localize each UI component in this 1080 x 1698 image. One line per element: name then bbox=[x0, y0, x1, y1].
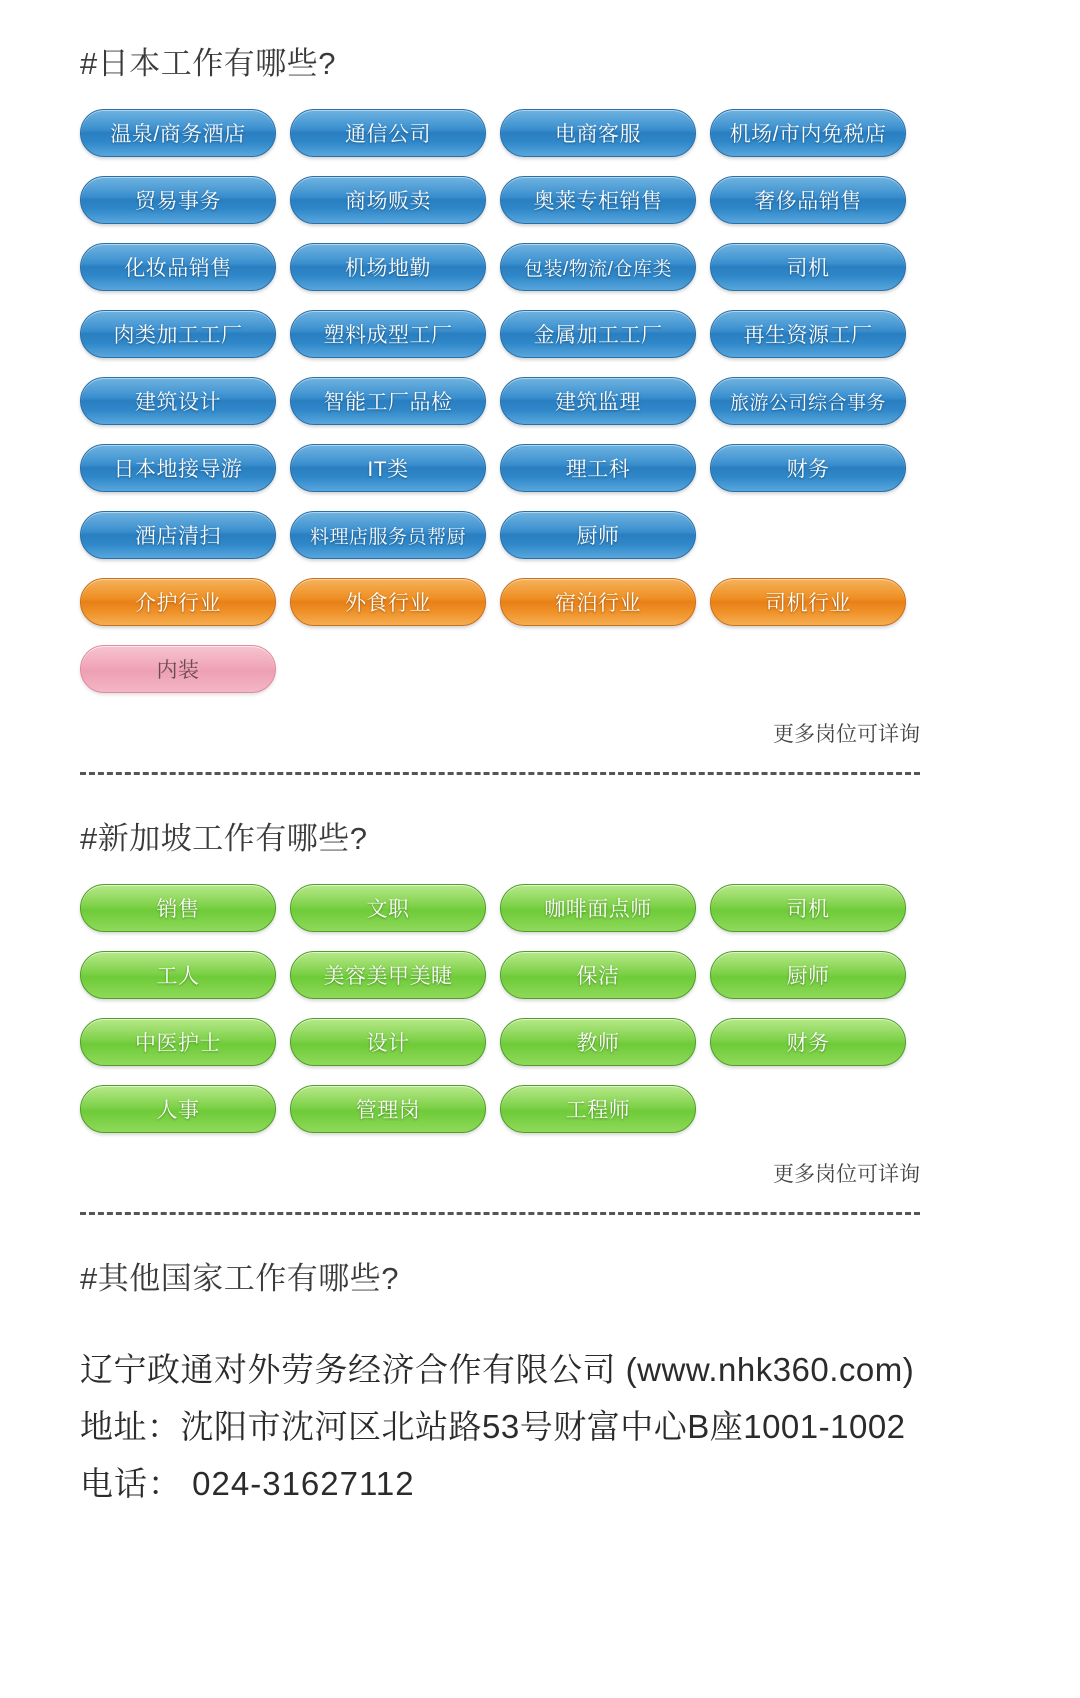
job-tag[interactable]: 工程师 bbox=[500, 1085, 696, 1133]
job-tag[interactable]: 厨师 bbox=[710, 951, 906, 999]
job-tag[interactable]: 保洁 bbox=[500, 951, 696, 999]
job-tag[interactable]: 智能工厂品检 bbox=[290, 377, 486, 425]
job-tag[interactable]: 料理店服务员帮厨 bbox=[290, 511, 486, 559]
job-tag[interactable]: 奥莱专柜销售 bbox=[500, 176, 696, 224]
job-tag[interactable]: 文职 bbox=[290, 884, 486, 932]
company-name: 辽宁政通对外劳务经济合作有限公司 (www.nhk360.com) bbox=[80, 1351, 915, 1388]
job-tag[interactable]: 人事 bbox=[80, 1085, 276, 1133]
job-tag[interactable]: 介护行业 bbox=[80, 578, 276, 626]
job-tag[interactable]: 旅游公司综合事务 bbox=[710, 377, 906, 425]
job-tag[interactable]: 肉类加工工厂 bbox=[80, 310, 276, 358]
contact-footer bbox=[80, 1324, 1000, 1512]
job-tag[interactable]: 司机行业 bbox=[710, 578, 906, 626]
job-tag[interactable]: 温泉/商务酒店 bbox=[80, 109, 276, 157]
job-tag[interactable]: 酒店清扫 bbox=[80, 511, 276, 559]
job-tag[interactable]: 美容美甲美睫 bbox=[290, 951, 486, 999]
section-singapore bbox=[80, 775, 1000, 1215]
job-tag[interactable]: 日本地接导游 bbox=[80, 444, 276, 492]
job-tag[interactable]: 再生资源工厂 bbox=[710, 310, 906, 358]
job-tag[interactable]: 司机 bbox=[710, 243, 906, 291]
tag-grid-japan bbox=[80, 109, 920, 712]
job-tag[interactable]: 管理岗 bbox=[290, 1085, 486, 1133]
job-tag[interactable]: 设计 bbox=[290, 1018, 486, 1066]
job-tag[interactable]: 教师 bbox=[500, 1018, 696, 1066]
job-tag[interactable]: 宿泊行业 bbox=[500, 578, 696, 626]
job-tag[interactable]: 商场贩卖 bbox=[290, 176, 486, 224]
job-tag[interactable]: 建筑设计 bbox=[80, 377, 276, 425]
company-address: 地址：沈阳市沈河区北站路53号财富中心B座1001-1002 bbox=[80, 1407, 906, 1445]
tag-grid-singapore bbox=[80, 884, 920, 1152]
job-tag[interactable]: 财务 bbox=[710, 1018, 906, 1066]
section-title-singapore: #新加坡工作有哪些? bbox=[80, 821, 368, 856]
job-tag[interactable]: 外食行业 bbox=[290, 578, 486, 626]
more-positions-note: 更多岗位可详询 bbox=[773, 723, 920, 746]
job-tag[interactable]: 奢侈品销售 bbox=[710, 176, 906, 224]
job-tag[interactable]: 咖啡面点师 bbox=[500, 884, 696, 932]
job-tag[interactable]: 厨师 bbox=[500, 511, 696, 559]
job-tag[interactable]: 理工科 bbox=[500, 444, 696, 492]
job-tag[interactable]: 内装 bbox=[80, 645, 276, 693]
job-tag[interactable]: 财务 bbox=[710, 444, 906, 492]
company-phone: 电话： 024-31627112 bbox=[80, 1464, 415, 1502]
job-tag[interactable]: 包装/物流/仓库类 bbox=[500, 243, 696, 291]
more-positions-note: 更多岗位可详询 bbox=[773, 1163, 920, 1186]
job-tag[interactable]: 工人 bbox=[80, 951, 276, 999]
job-tag[interactable]: IT类 bbox=[290, 444, 486, 492]
job-tag[interactable]: 机场地勤 bbox=[290, 243, 486, 291]
job-tag[interactable]: 通信公司 bbox=[290, 109, 486, 157]
section-other-countries bbox=[80, 1215, 1000, 1512]
section-title-other: #其他国家工作有哪些? bbox=[80, 1261, 399, 1296]
job-tag[interactable]: 贸易事务 bbox=[80, 176, 276, 224]
job-tag[interactable]: 电商客服 bbox=[500, 109, 696, 157]
section-japan bbox=[80, 0, 1000, 775]
section-title-japan: #日本工作有哪些? bbox=[80, 46, 336, 81]
job-tag[interactable]: 销售 bbox=[80, 884, 276, 932]
job-tag[interactable]: 机场/市内免税店 bbox=[710, 109, 906, 157]
job-tag[interactable]: 塑料成型工厂 bbox=[290, 310, 486, 358]
job-tag[interactable]: 建筑监理 bbox=[500, 377, 696, 425]
job-tag[interactable]: 司机 bbox=[710, 884, 906, 932]
job-tag[interactable]: 中医护士 bbox=[80, 1018, 276, 1066]
job-tag[interactable]: 化妆品销售 bbox=[80, 243, 276, 291]
job-tag[interactable]: 金属加工工厂 bbox=[500, 310, 696, 358]
